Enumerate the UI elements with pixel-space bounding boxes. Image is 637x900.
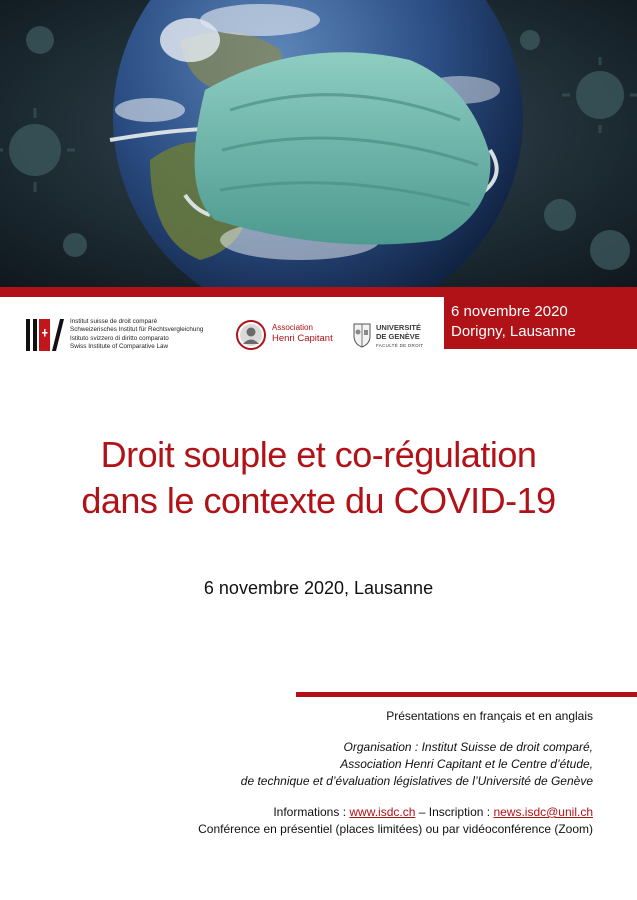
inscription-label: – Inscription : <box>415 805 494 819</box>
page-title <box>0 432 637 524</box>
title-line-2: dans le contexte du COVID-19 <box>81 480 556 521</box>
event-location: Dorigny, Lausanne <box>451 323 576 340</box>
organisation-line-1: Organisation : Institut Suisse de droit comparé, <box>343 740 593 754</box>
henri-capitant-portrait-icon <box>236 320 266 350</box>
ahc-association: Association <box>272 323 313 332</box>
organisation-line-2: Association Henri Capitant et le Centre d’étude, <box>340 757 593 771</box>
languages-note: Présentations en français et en anglais <box>386 709 593 723</box>
contact-line <box>113 804 593 821</box>
isdc-name-en: Swiss Institute of Comparative Law <box>70 343 168 351</box>
isdc-logo-icon <box>24 317 64 353</box>
organisation-line-3: de technique et d’évaluation législatives de l’Université de Genève <box>240 774 593 788</box>
hero-illustration <box>0 0 637 287</box>
isdc-name <box>70 318 203 352</box>
event-date: 6 novembre 2020 <box>451 303 568 320</box>
isdc-name-fr: Institut suisse de droit comparé <box>70 318 158 325</box>
unige-crest-icon <box>352 322 372 348</box>
isdc-name-it: Istituto svizzero di diritto comparato <box>70 334 169 342</box>
isdc-website-link[interactable]: www.isdc.ch <box>349 805 416 819</box>
date-location-box <box>444 297 637 349</box>
ahc-henri-capitant: Henri Capitant <box>272 333 333 344</box>
isdc-name-de: Schweizerisches Institut für Rechtsvergleichung <box>70 326 204 334</box>
conference-format: Conférence en présentiel (places limitées) ou par vidéoconférence (Zoom) <box>198 822 593 836</box>
event-info <box>113 708 593 838</box>
info-divider <box>296 692 637 697</box>
title-line-1: Droit souple et co-régulation <box>100 434 537 475</box>
inscription-email-link[interactable]: news.isdc@unil.ch <box>493 805 593 819</box>
header-red-bar <box>0 287 637 297</box>
partner-logos <box>24 312 434 358</box>
informations-label: Informations : <box>273 805 350 819</box>
organisation-block <box>113 739 593 790</box>
unige-faculte: FACULTÉ DE DROIT <box>376 343 424 348</box>
event-subtitle: 6 novembre 2020, Lausanne <box>203 578 434 598</box>
henri-capitant-name <box>272 322 333 344</box>
unige-name <box>376 323 423 350</box>
unige-universite: UNIVERSITÉ <box>376 323 422 332</box>
unige-de-geneve: DE GENÈVE <box>376 332 420 341</box>
hero-image <box>0 0 637 287</box>
